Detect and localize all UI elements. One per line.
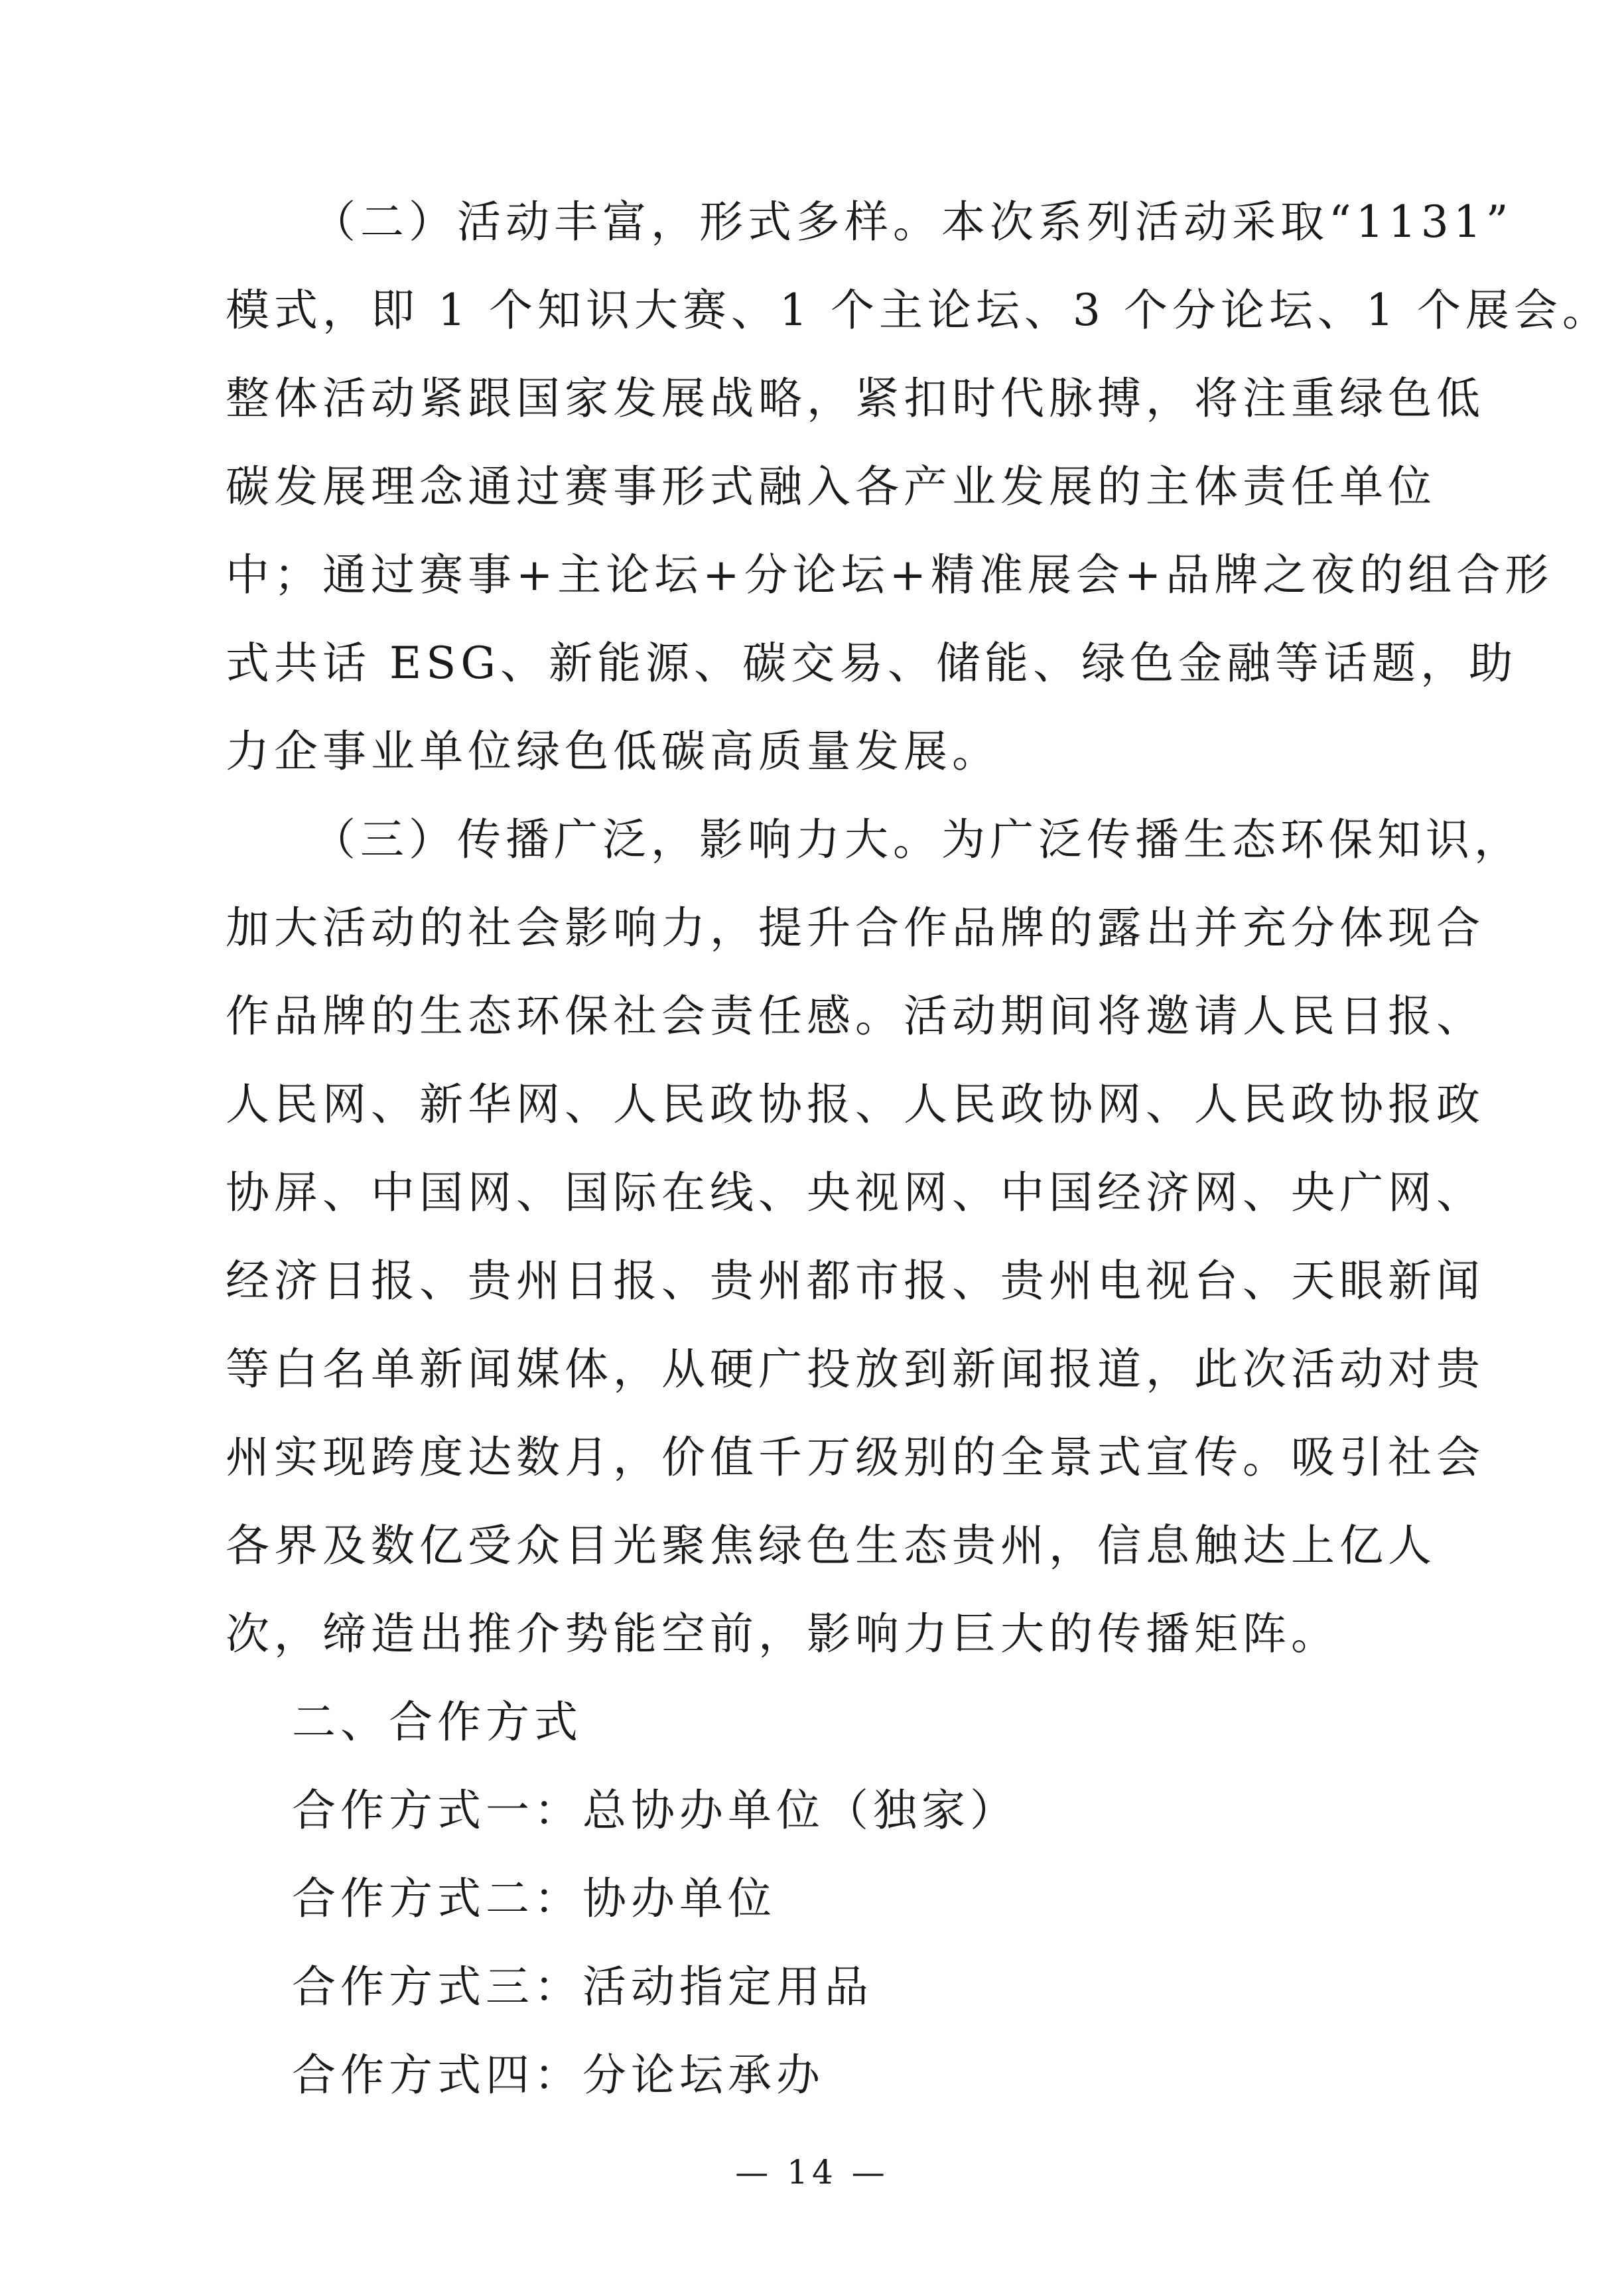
paragraph-2-line-6: 式共话 ESG、新能源、碳交易、储能、绿色金融等话题，助 <box>226 638 1518 689</box>
cooperation-mode-1: 合作方式一：总协办单位（独家） <box>292 1785 1018 1836</box>
paragraph-3-line-4: 人民网、新华网、人民政协报、人民政协网、人民政协报政 <box>226 1079 1485 1130</box>
section-heading: 二、合作方式 <box>292 1697 582 1748</box>
paragraph-3-line-2: 加大活动的社会影响力，提升合作品牌的露出并充分体现合 <box>226 902 1485 953</box>
paragraph-3-line-10: 次，缔造出推介势能空前，影响力巨大的传播矩阵。 <box>226 1608 1339 1659</box>
paragraph-2-line-3: 整体活动紧跟国家发展战略，紧扣时代脉搏，将注重绿色低 <box>226 373 1485 424</box>
cooperation-mode-4: 合作方式四：分论坛承办 <box>292 2050 825 2101</box>
paragraph-3-line-1: （三）传播广泛，影响力大。为广泛传播生态环保知识， <box>312 814 1522 865</box>
paragraph-2-line-7: 力企事业单位绿色低碳高质量发展。 <box>226 726 1000 777</box>
paragraph-3-line-5: 协屏、中国网、国际在线、央视网、中国经济网、央广网、 <box>226 1167 1485 1218</box>
paragraph-2-line-4: 碳发展理念通过赛事形式融入各产业发展的主体责任单位 <box>226 461 1436 512</box>
paragraph-3-line-3: 作品牌的生态环保社会责任感。活动期间将邀请人民日报、 <box>226 991 1485 1042</box>
paragraph-2-line-5: 中；通过赛事+主论坛+分论坛+精准展会+品牌之夜的组合形 <box>226 549 1554 600</box>
paragraph-2-line-1: （二）活动丰富，形式多样。本次系列活动采取“1131” <box>312 196 1513 247</box>
paragraph-3-line-9: 各界及数亿受众目光聚焦绿色生态贵州，信息触达上亿人 <box>226 1520 1436 1571</box>
paragraph-3-line-8: 州实现跨度达数月，价值千万级别的全景式宣传。吸引社会 <box>226 1432 1485 1483</box>
cooperation-mode-3: 合作方式三：活动指定用品 <box>292 1961 873 2012</box>
cooperation-mode-2: 合作方式二：协办单位 <box>292 1873 776 1924</box>
paragraph-3-line-7: 等白名单新闻媒体，从硬广投放到新闻报道，此次活动对贵 <box>226 1344 1485 1395</box>
page-number: — 14 — <box>735 2153 889 2191</box>
paragraph-3-line-6: 经济日报、贵州日报、贵州都市报、贵州电视台、天眼新闻 <box>226 1255 1485 1306</box>
paragraph-2-line-2: 模式，即 1 个知识大赛、1 个主论坛、3 个分论坛、1 个展会。 <box>226 285 1611 336</box>
